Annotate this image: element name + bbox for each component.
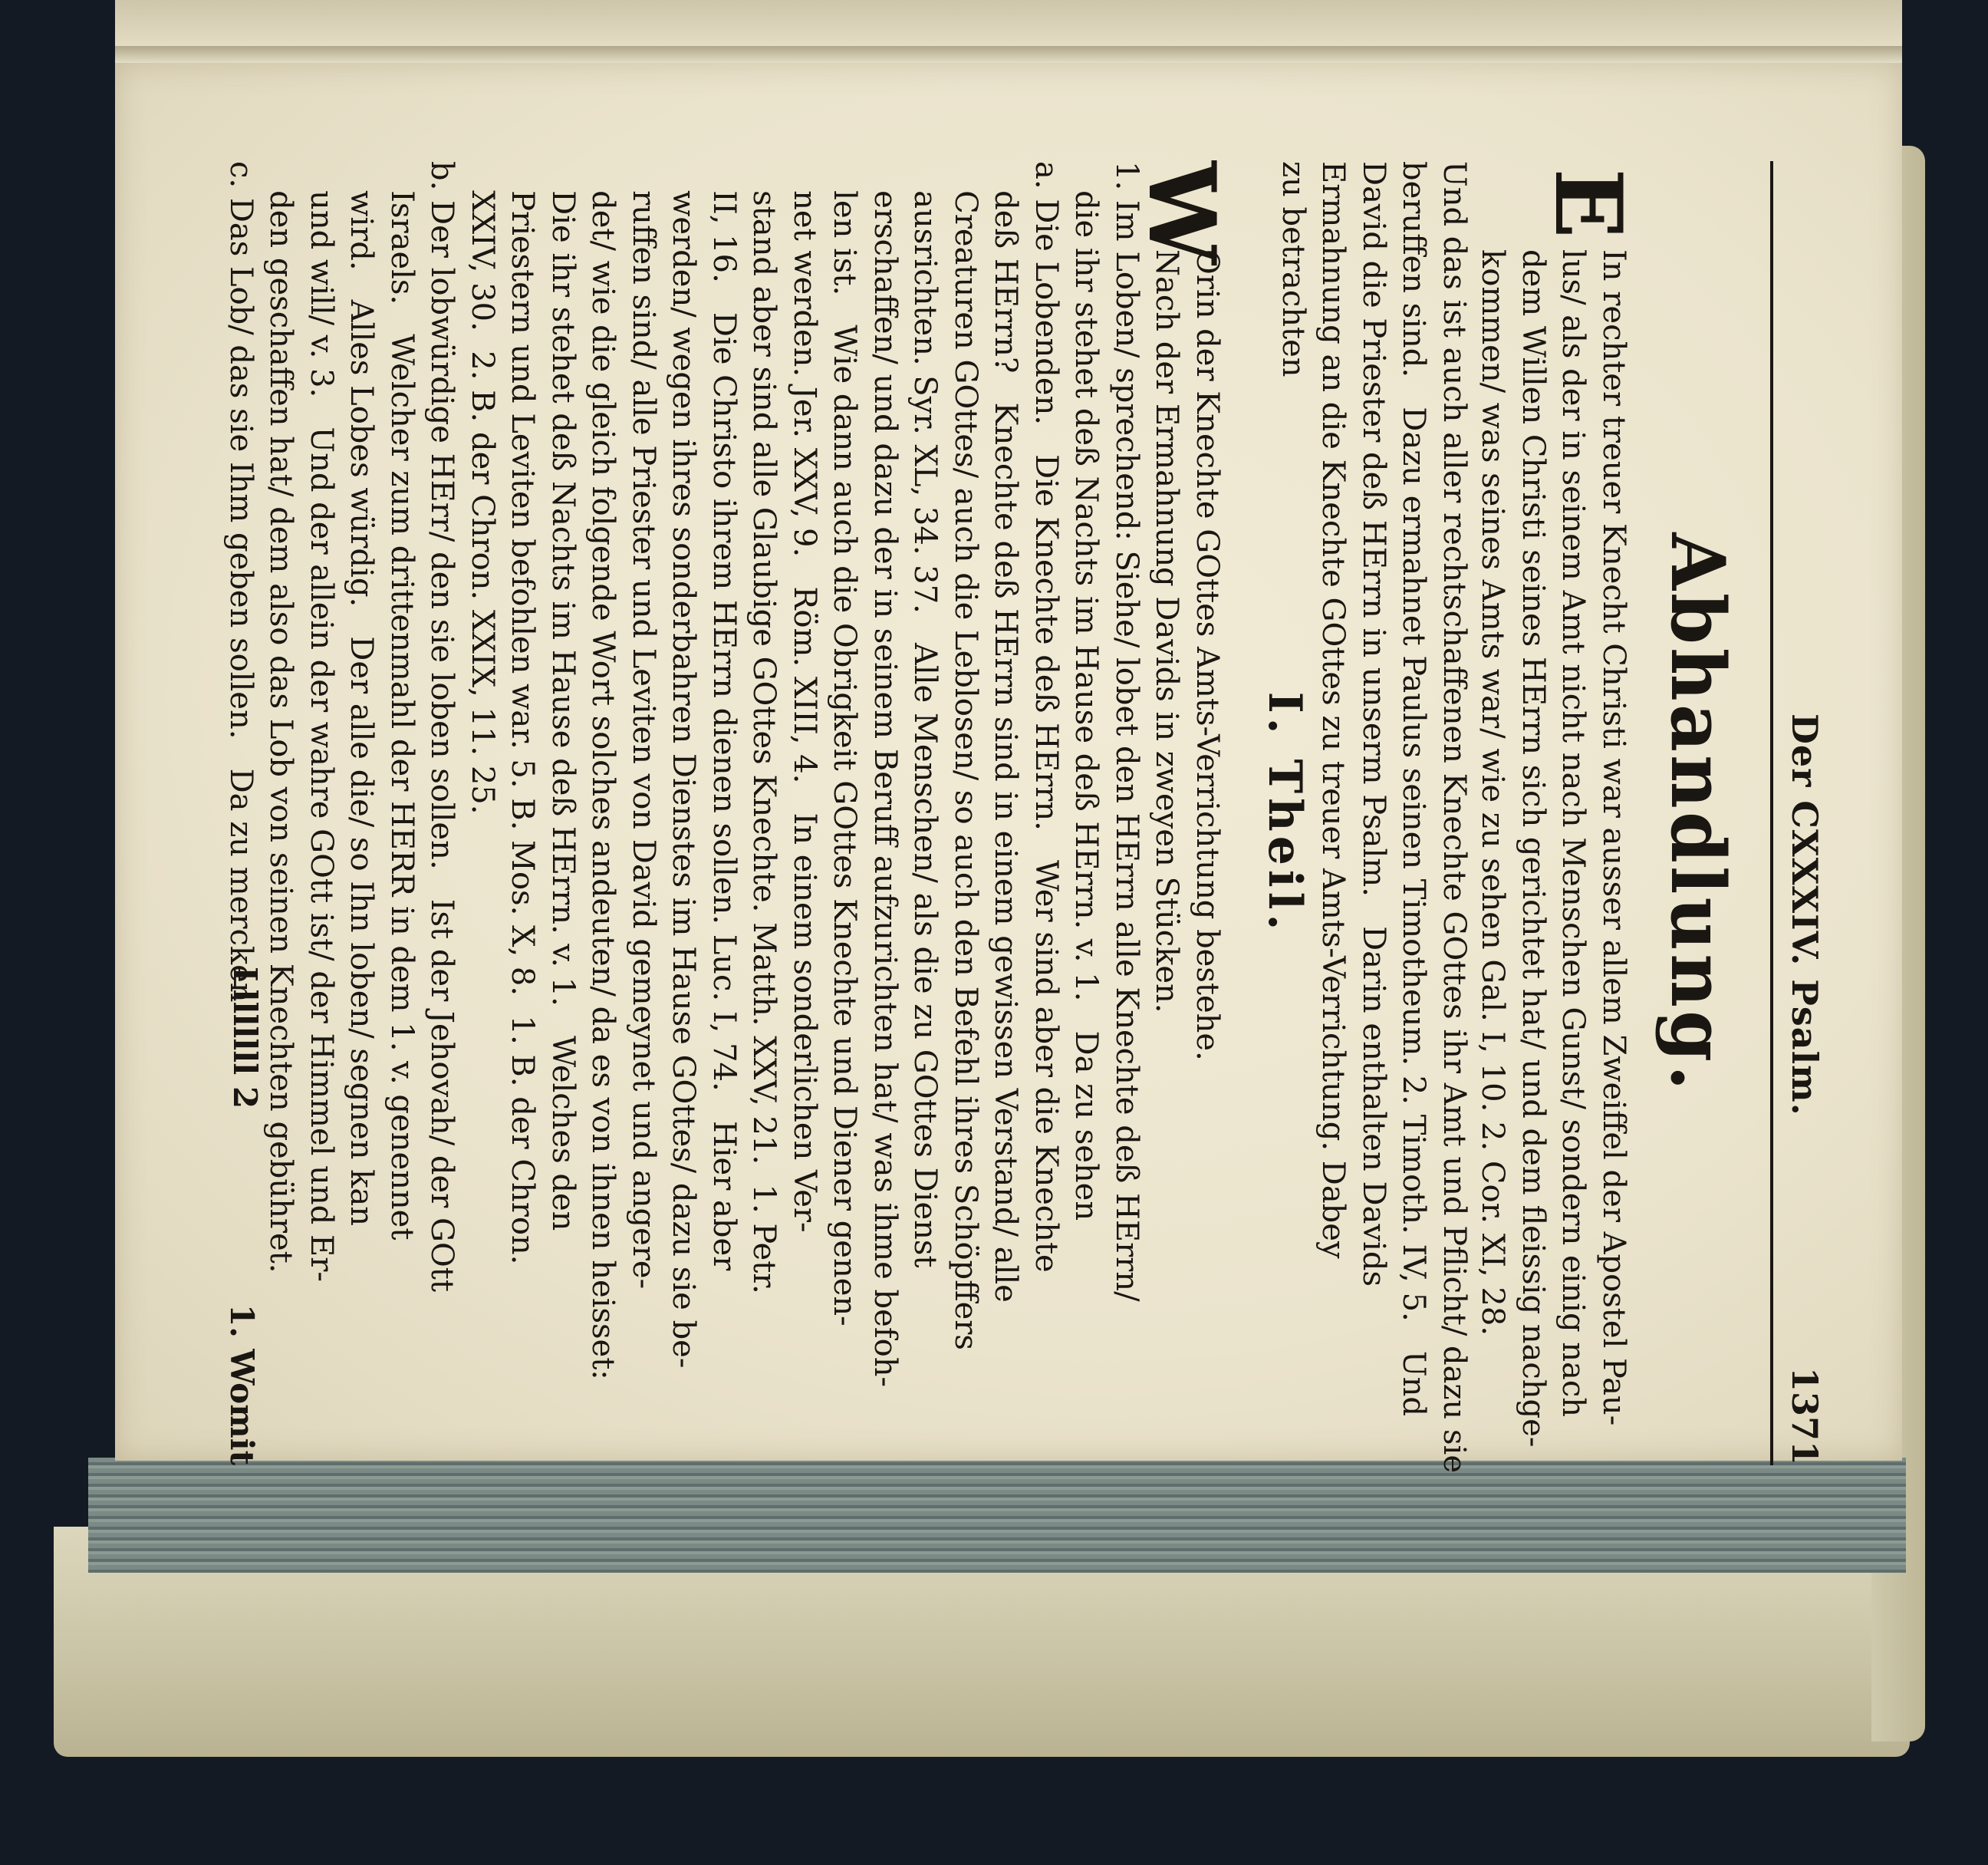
page-number: 1371	[1784, 1366, 1825, 1465]
running-title: Der CXXXIV. Psalm.	[1784, 713, 1825, 1116]
page-footer	[215, 161, 264, 1465]
intro-first-lines: In rechter treuer Knecht Christi war ausser allem Zweiffel der Apostel Pau- lus/ als der in seinem Amt nicht nach Menschen Gunst/ sondern einig nach dem Willen Christi seines HErrn sich gerichtet hat/ und dem fleissig nachge- kommen/ was seines Amts war/ wie zu sehen Gal. I, 10. 2. Cor. XI, 28.	[1475, 249, 1631, 1448]
facing-page	[115, 0, 1902, 46]
catchword: 1. Womit	[223, 1303, 261, 1465]
running-header	[1779, 161, 1825, 1465]
drop-cap-initial: W	[1127, 161, 1236, 265]
part-heading: I. Theil.	[1258, 691, 1312, 935]
main-heading: Abhandlung.	[1654, 532, 1741, 1094]
intro-paragraph: Und das ist auch aller rechtschaffenen Knechte GOttes ihr Amt und Pflicht/ dazu sie beruffen sind. Dazu ermahnet Paulus seinen Timotheum. 2. Timoth. IV, 5. Und David die Priester deß HErrn in unserm Psalm. Darin enthalten Davids Ermahnung an die Knechte GOttes zu treuer Amts-Verrichtung. Dabey zu betrachten	[1275, 161, 1472, 1473]
part-first-lines: Orin der Knechte GOttes Amts-Verrichtung bestehe. Nach der Ermahnung Davids in zweyen Stücken.	[1149, 249, 1225, 1061]
page-text	[184, 115, 1841, 1496]
part-paragraph: 1. Im Loben/ sprechend: Siehe/ lobet den HErrn alle Knechte deß HErrn/ die ihr stehet deß Nachts im Hause deß HErrn. v. 1. Da zu sehen a. Die Lobenden. Die Knechte deß HErrn. Wer sind aber die Knechte deß HErrn? Knechte deß HErrn sind in einem gewissen Verstand/ alle Creaturen GOttes/ auch die Leblosen/ so auch den Befehl ihres Schöpffers ausrichten. Syr. XL, 34. 37. Alle Menschen/ als die zu GOttes Dienst erschaffen/ und dazu der in seinem Beruff aufzurichten hat/ was ihme befoh- len ist. Wie dann auch die Obrigkeit GOttes Knechte und Diener genen- net werden. Jer. XXV, 9. Röm. XIII, 4. In einem sonderlichen Ver- stand aber sind alle Glaubige GOttes Knechte. Matth. XXV, 21. 1. Petr. II, 16. Die Christo ihrem HErrn dienen sollen. Luc. I, 74. Hier aber werden/ wegen ihres sonderbahren Dienstes im Hause GOttes/ dazu sie be- ruffen sind/ alle Priester und Leviten von David gemeynet und angere- det/ wie die gleich folgende Wort solches andeuten/ da es von ihnen heisset: Die ihr stehet deß Nachts im Hause deß HErrn. v. 1. Welches den Priestern und Leviten befohlen war. 5. B. Mos. X, 8. 1. B. der Chron. XXIV, 30. 2. B. der Chron. XXIX, 11. 25. b. Der lobwürdige HErr/ den sie loben sollen. Ist der Jehovah/ der GOtt Israels. Welcher zum drittenmahl der HERR in dem 1. v. genennet wird. Alles Lobes würdig. Der alle die/ so Ihn loben/ segnen kan und will/ v. 3. Und der allein der wahre GOtt ist/ der Himmel und Er- den geschaffen hat/ dem also das Lob von seinen Knechten gebühret. c. Das Lob/ das sie Ihm geben sollen. Da zu mercken	[223, 161, 1144, 1387]
drop-cap-initial: E	[1534, 168, 1642, 239]
gutter-shadow	[115, 46, 1902, 64]
header-rule	[1770, 161, 1773, 1465]
signature-mark: Llllllll 2	[226, 967, 264, 1109]
